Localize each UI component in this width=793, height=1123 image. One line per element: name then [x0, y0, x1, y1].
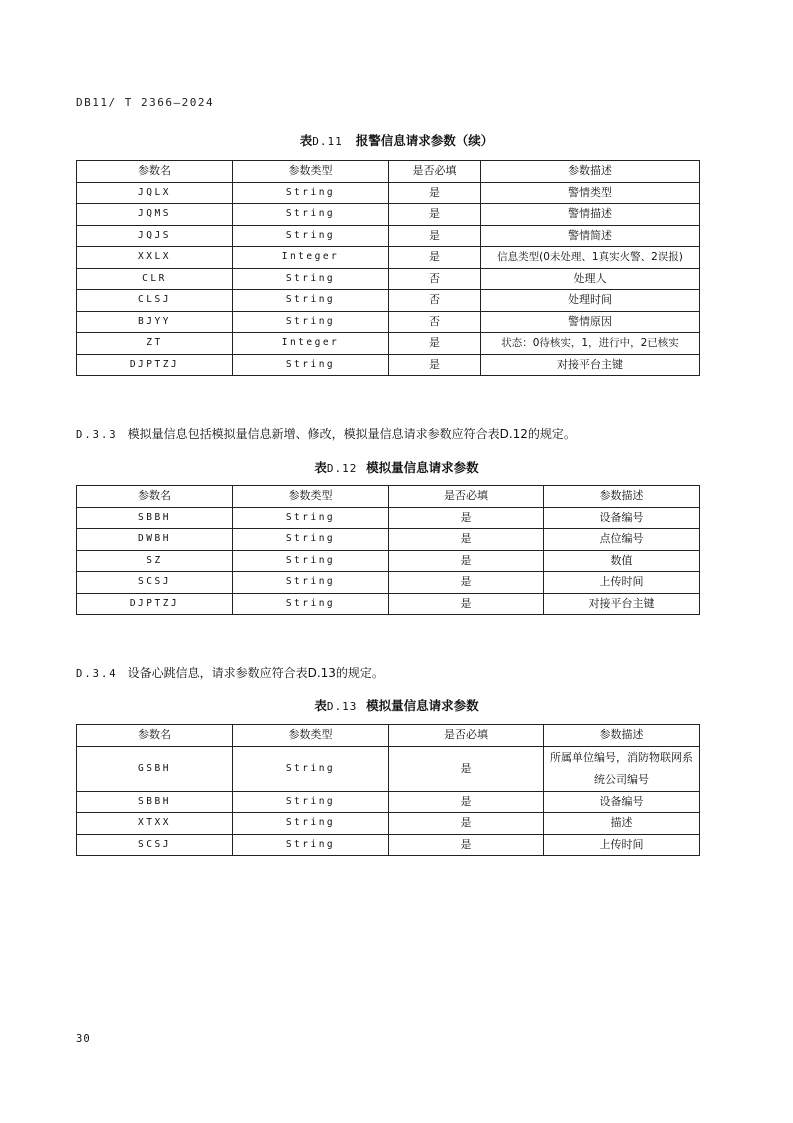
param-name: BJYY: [77, 311, 233, 333]
param-desc: 点位编号: [544, 529, 700, 551]
table-header-row: [77, 161, 700, 183]
column-header-param-type: 参数类型: [233, 161, 389, 183]
param-name: XTXX: [77, 813, 233, 835]
param-required: 是: [389, 182, 481, 204]
table-d13-title-text: 模拟量信息请求参数: [366, 698, 479, 713]
table-d13-title: [0, 696, 793, 714]
param-type: Integer: [233, 333, 389, 355]
table-d13: [76, 724, 700, 856]
table-row: [77, 507, 700, 529]
param-required: 是: [389, 791, 544, 813]
param-name: SBBH: [77, 507, 233, 529]
table-d11: [76, 160, 700, 376]
param-desc: 警情原因: [481, 311, 700, 333]
param-type: String: [233, 311, 389, 333]
param-type: String: [233, 834, 389, 856]
column-header-required: 是否必填: [389, 486, 544, 508]
param-type: Integer: [233, 247, 389, 269]
param-desc: 设备编号: [544, 507, 700, 529]
param-desc: 状态：0待核实，1，进行中，2已核实: [481, 333, 700, 355]
table-d12-title-number: D.12: [326, 462, 358, 475]
param-required: 是: [389, 550, 544, 572]
table-row: [77, 354, 700, 376]
param-type: String: [233, 290, 389, 312]
table-row: [77, 247, 700, 269]
param-type: String: [233, 268, 389, 290]
param-required: 是: [389, 834, 544, 856]
table-row: [77, 746, 700, 791]
param-type: String: [233, 791, 389, 813]
clause-d33-text: 模拟量信息包括模拟量信息新增、修改，模拟量信息请求参数应符合表D.12的规定。: [127, 427, 576, 441]
table-row: [77, 204, 700, 226]
table-d12-title-text: 模拟量信息请求参数: [366, 460, 479, 475]
param-name: XXLX: [77, 247, 233, 269]
param-desc: 警情类型: [481, 182, 700, 204]
param-required: 是: [389, 354, 481, 376]
param-required: 是: [389, 507, 544, 529]
table-row: [77, 572, 700, 594]
param-desc: 对接平台主键: [481, 354, 700, 376]
param-desc: 处理时间: [481, 290, 700, 312]
page-number: 30: [76, 1033, 91, 1045]
param-desc: 警情简述: [481, 225, 700, 247]
table-row: [77, 834, 700, 856]
param-required: 是: [389, 247, 481, 269]
param-type: String: [233, 813, 389, 835]
param-name: JQJS: [77, 225, 233, 247]
table-row: [77, 791, 700, 813]
param-desc: 上传时间: [544, 834, 700, 856]
param-name: DJPTZJ: [77, 354, 233, 376]
table-row: [77, 550, 700, 572]
table-header-row: [77, 486, 700, 508]
table-row: [77, 225, 700, 247]
param-required: 是: [389, 333, 481, 355]
param-type: String: [233, 354, 389, 376]
param-desc: 数值: [544, 550, 700, 572]
column-header-param-type: 参数类型: [233, 486, 389, 508]
table-header-row: [77, 725, 700, 747]
param-type: String: [233, 204, 389, 226]
column-header-required: 是否必填: [389, 725, 544, 747]
table-row: [77, 311, 700, 333]
param-desc: 上传时间: [544, 572, 700, 594]
param-required: 否: [389, 268, 481, 290]
param-desc: 所属单位编号，消防物联网系统公司编号: [544, 746, 700, 791]
table-row: [77, 268, 700, 290]
param-name: CLR: [77, 268, 233, 290]
column-header-required: 是否必填: [389, 161, 481, 183]
param-required: 是: [389, 529, 544, 551]
param-name: SZ: [77, 550, 233, 572]
param-type: String: [233, 182, 389, 204]
param-type: String: [233, 572, 389, 594]
param-desc: 设备编号: [544, 791, 700, 813]
table-d12-title: [0, 458, 793, 476]
param-type: String: [233, 529, 389, 551]
param-name: JQLX: [77, 182, 233, 204]
param-required: 否: [389, 290, 481, 312]
param-type: String: [233, 746, 389, 791]
param-name: SCSJ: [77, 834, 233, 856]
column-header-description: 参数描述: [544, 725, 700, 747]
table-d12-title-prefix: 表: [314, 460, 327, 475]
param-name: SBBH: [77, 791, 233, 813]
column-header-description: 参数描述: [481, 161, 700, 183]
column-header-param-name: 参数名: [77, 486, 233, 508]
param-name: ZT: [77, 333, 233, 355]
param-desc: 处理人: [481, 268, 700, 290]
param-required: 是: [389, 746, 544, 791]
table-row: [77, 290, 700, 312]
param-required: 是: [389, 225, 481, 247]
table-row: [77, 813, 700, 835]
param-required: 是: [389, 572, 544, 594]
standard-code: DB11/ T 2366—2024: [76, 96, 215, 109]
param-name: DJPTZJ: [77, 593, 233, 615]
table-d11-title-text: 报警信息请求参数（续）: [355, 133, 494, 148]
table-d12: [76, 485, 700, 615]
param-required: 是: [389, 813, 544, 835]
column-header-param-name: 参数名: [77, 161, 233, 183]
param-required: 是: [389, 593, 544, 615]
table-d11-title-prefix: 表: [299, 133, 313, 148]
param-name: CLSJ: [77, 290, 233, 312]
clause-d34: [76, 664, 706, 681]
param-desc: 警情描述: [481, 204, 700, 226]
param-desc: 对接平台主键: [544, 593, 700, 615]
clause-d34-text: 设备心跳信息，请求参数应符合表D.13的规定。: [127, 666, 384, 680]
param-name: DWBH: [77, 529, 233, 551]
table-d13-title-prefix: 表: [314, 698, 327, 713]
table-row: [77, 182, 700, 204]
table-d11-title: [0, 131, 793, 149]
param-type: String: [233, 550, 389, 572]
param-name: JQMS: [77, 204, 233, 226]
param-required: 否: [389, 311, 481, 333]
param-desc: 信息类型(0未处理、1真实火警、2误报): [481, 247, 700, 269]
param-name: SCSJ: [77, 572, 233, 594]
clause-d33: [76, 425, 706, 442]
param-required: 是: [389, 204, 481, 226]
table-row: [77, 529, 700, 551]
table-row: [77, 593, 700, 615]
param-type: String: [233, 507, 389, 529]
param-desc: 描述: [544, 813, 700, 835]
table-d11-title-number: D.11: [312, 135, 343, 148]
column-header-param-name: 参数名: [77, 725, 233, 747]
clause-d34-number: D.3.4: [76, 668, 118, 680]
column-header-param-type: 参数类型: [233, 725, 389, 747]
param-type: String: [233, 593, 389, 615]
table-row: [77, 333, 700, 355]
clause-d33-number: D.3.3: [76, 429, 118, 441]
param-type: String: [233, 225, 389, 247]
table-d13-title-number: D.13: [326, 700, 358, 713]
column-header-description: 参数描述: [544, 486, 700, 508]
param-name: GSBH: [77, 746, 233, 791]
